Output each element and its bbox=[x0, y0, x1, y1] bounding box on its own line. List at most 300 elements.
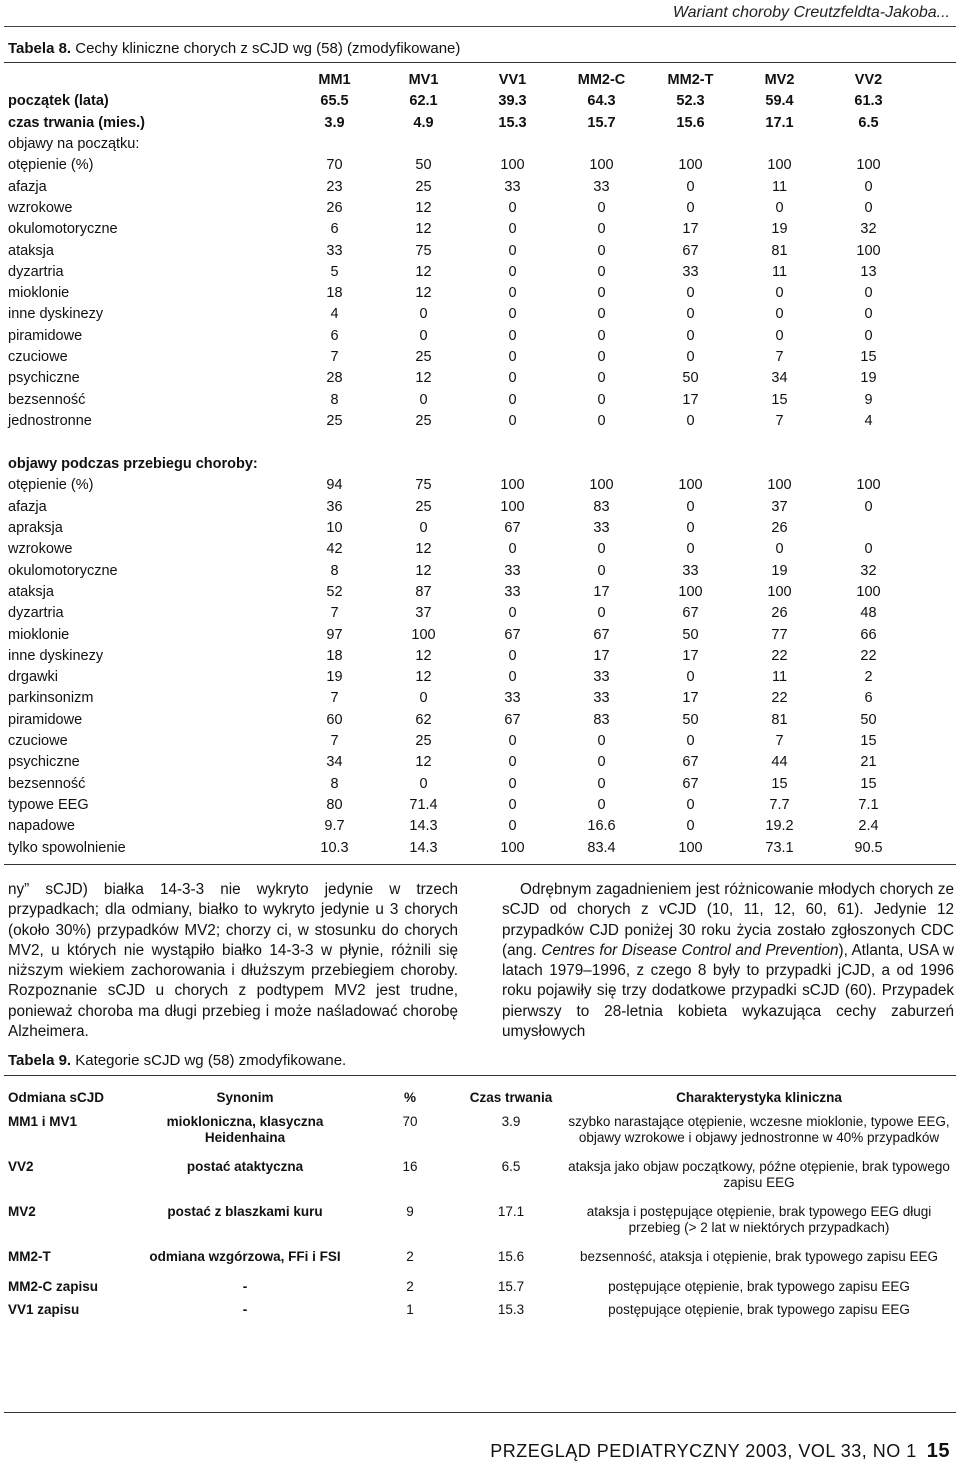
table9-cell-pct: 2 bbox=[406, 1278, 414, 1294]
cell-value: 83 bbox=[593, 498, 610, 515]
row-label: piramidowe bbox=[8, 327, 83, 344]
cell-value: 100 bbox=[856, 157, 881, 174]
section-gap-cell bbox=[8, 432, 913, 454]
section-gap bbox=[8, 432, 913, 454]
cell-value: 0 bbox=[686, 178, 695, 195]
cell-value: 100 bbox=[856, 583, 881, 600]
cell-value: 0 bbox=[597, 263, 606, 280]
cell-value: 0 bbox=[508, 221, 517, 238]
cell-value: 0 bbox=[864, 285, 873, 302]
footer-journal: PRZEGLĄD PEDIATRYCZNY 2003, VOL 33, NO 1 bbox=[490, 1441, 917, 1461]
cell-value: 0 bbox=[686, 327, 695, 344]
table8-col-header: VV1 bbox=[498, 72, 527, 89]
cell-value: 15 bbox=[771, 391, 788, 408]
cell-value: 67 bbox=[682, 605, 699, 622]
table8-row bbox=[8, 561, 913, 582]
cell-value: 15.6 bbox=[676, 114, 705, 131]
cell-value: 36 bbox=[326, 498, 343, 515]
cell-value: 7.1 bbox=[858, 796, 879, 813]
cell-value: 0 bbox=[597, 221, 606, 238]
cell-value: 11 bbox=[771, 178, 788, 195]
cell-value: 100 bbox=[856, 477, 881, 494]
cell-value: 0 bbox=[419, 775, 428, 792]
row-label: mioklonie bbox=[8, 285, 70, 302]
cell-value: 25 bbox=[415, 349, 432, 365]
table8-row bbox=[8, 603, 913, 624]
cell-value: 50 bbox=[415, 157, 432, 174]
table9-cell-synonim: miokloniczna, klasyczna Heidenhaina bbox=[166, 1114, 324, 1145]
cell-value: 0 bbox=[597, 412, 606, 429]
cell-value: 14.3 bbox=[409, 839, 438, 856]
table8-header-empty bbox=[8, 70, 290, 91]
row-label: afazja bbox=[8, 178, 47, 195]
table9-cell-synonim: postać z blaszkami kuru bbox=[167, 1204, 323, 1219]
cell-value: 42 bbox=[326, 541, 343, 558]
cell-value: 15 bbox=[860, 775, 877, 792]
cell-value: 0 bbox=[508, 285, 517, 302]
page-footer bbox=[490, 1440, 950, 1463]
cell-value: 13 bbox=[860, 263, 877, 280]
table9-col-header: Czas trwania bbox=[469, 1089, 553, 1105]
cell-value: 12 bbox=[415, 370, 432, 387]
cell-value: 67 bbox=[504, 626, 521, 643]
row-label: czuciowe bbox=[8, 733, 68, 750]
cell-value: 19 bbox=[326, 669, 343, 686]
cell-value: 0 bbox=[597, 775, 606, 792]
cell-value: 2.4 bbox=[858, 818, 879, 835]
table8-summary-row bbox=[8, 91, 913, 112]
table8-row bbox=[8, 219, 913, 240]
table8-row bbox=[8, 389, 913, 410]
row-label: dyzartria bbox=[8, 263, 64, 280]
top-rule bbox=[4, 26, 956, 27]
paragraph-right bbox=[502, 880, 954, 1042]
cell-value: 28 bbox=[326, 370, 343, 387]
cell-value: 0 bbox=[419, 306, 428, 323]
table8-row bbox=[8, 304, 913, 325]
table9-caption bbox=[8, 1052, 346, 1069]
cell-value: 0 bbox=[508, 647, 517, 664]
cell-value: 0 bbox=[508, 199, 517, 216]
row-label: wzrokowe bbox=[8, 541, 73, 558]
cell-value: 6.5 bbox=[858, 114, 879, 131]
cell-value: 70 bbox=[326, 157, 343, 174]
cell-value: 7 bbox=[330, 349, 339, 365]
cell-value: 100 bbox=[678, 477, 703, 494]
cell-value: 100 bbox=[678, 839, 703, 856]
table9-cell-czas: 15.6 bbox=[497, 1249, 525, 1264]
cell-value: 100 bbox=[856, 242, 881, 259]
cell-value: 6 bbox=[864, 690, 873, 707]
cell-value: 11 bbox=[771, 669, 788, 686]
row-label: bezsenność bbox=[8, 391, 86, 408]
cell-value: 7.7 bbox=[769, 796, 790, 813]
cell-value: 71.4 bbox=[409, 796, 438, 813]
table8-caption-text: Cechy kliniczne chorych z sCJD wg (58) (zmodyfikowane) bbox=[71, 40, 461, 57]
row-label: tylko spowolnienie bbox=[8, 839, 126, 856]
row-label: czuciowe bbox=[8, 349, 68, 365]
cell-value: 21 bbox=[860, 754, 877, 771]
cell-value: 16.6 bbox=[587, 818, 616, 835]
cell-value: 0 bbox=[508, 733, 517, 750]
cell-value: 80 bbox=[326, 796, 343, 813]
table8-col-header: MM2-C bbox=[577, 72, 626, 89]
cell-value: 0 bbox=[597, 562, 606, 579]
table9-col-header: Odmiana sCJD bbox=[8, 1089, 105, 1105]
section-title-course-text: objawy podczas przebiegu choroby: bbox=[8, 456, 258, 473]
cell-value: 0 bbox=[864, 498, 873, 515]
table8-row bbox=[8, 624, 913, 645]
cell-value: 67 bbox=[682, 242, 699, 259]
table8-body bbox=[8, 91, 913, 858]
table8-row bbox=[8, 347, 913, 368]
cell-value: 17 bbox=[593, 647, 610, 664]
cell-value: 10.3 bbox=[320, 839, 349, 856]
cell-value: 50 bbox=[682, 370, 699, 387]
table9-row bbox=[8, 1145, 952, 1190]
cell-value: 12 bbox=[415, 541, 432, 558]
cell-value: 61.3 bbox=[854, 93, 883, 110]
cell-value: 0 bbox=[686, 818, 695, 835]
cell-value: 44 bbox=[771, 754, 788, 771]
cell-value: 0 bbox=[686, 541, 695, 558]
cell-value: 62 bbox=[415, 711, 432, 728]
cell-value: 12 bbox=[415, 199, 432, 216]
table9-cell-charakt: bezsenność, ataksja i otępienie, brak typowego zapisu EEG bbox=[580, 1249, 938, 1264]
cell-value: 8 bbox=[330, 562, 339, 579]
cell-value: 100 bbox=[589, 477, 614, 494]
table8-row bbox=[8, 475, 913, 496]
row-label: apraksja bbox=[8, 520, 63, 537]
cell-value: 67 bbox=[504, 711, 521, 728]
cell-value: 90.5 bbox=[854, 839, 883, 856]
cell-value: 0 bbox=[686, 199, 695, 216]
table8 bbox=[8, 70, 913, 859]
row-label: parkinsonizm bbox=[8, 690, 94, 707]
cell-value: 4 bbox=[330, 306, 339, 323]
cell-value: 100 bbox=[767, 157, 792, 174]
table8-col-header: MV1 bbox=[408, 72, 439, 89]
cell-value: 100 bbox=[678, 157, 703, 174]
cell-value: 81 bbox=[771, 711, 788, 728]
table9-cell-odmiana: MM1 i MV1 bbox=[8, 1114, 78, 1129]
cell-value: 67 bbox=[504, 520, 521, 537]
cell-value: 0 bbox=[775, 199, 784, 216]
table9 bbox=[8, 1080, 952, 1318]
cell-value: 26 bbox=[771, 520, 788, 537]
table9-cell-pct: 9 bbox=[406, 1204, 414, 1219]
cell-value: 37 bbox=[415, 605, 432, 622]
table8-row bbox=[8, 582, 913, 603]
table9-cell-pct: 70 bbox=[402, 1114, 418, 1129]
table9-cell-czas: 17.1 bbox=[497, 1204, 525, 1219]
cell-value: 17 bbox=[682, 221, 699, 238]
table8-col-header: MM1 bbox=[318, 72, 351, 89]
cell-value: 23 bbox=[326, 178, 343, 195]
cell-value: 11 bbox=[771, 263, 788, 280]
table8-top-rule bbox=[4, 62, 956, 63]
table9-cell-charakt: ataksja i postępujące otępienie, brak typowego EEG długi przebieg (> 2 lat w niektórych przypadkach) bbox=[586, 1204, 932, 1235]
cell-value: 17 bbox=[682, 690, 699, 707]
cell-value: 32 bbox=[860, 562, 877, 579]
table8-row bbox=[8, 667, 913, 688]
cell-value: 100 bbox=[767, 583, 792, 600]
table9-cell-synonim: - bbox=[242, 1302, 248, 1317]
table8-col-header: MV2 bbox=[764, 72, 795, 89]
row-label: mioklonie bbox=[8, 626, 70, 643]
cell-value: 0 bbox=[597, 391, 606, 408]
table9-col-header: Synonim bbox=[216, 1089, 274, 1105]
table9-caption-text: Kategorie sCJD wg (58) zmodyfikowane. bbox=[71, 1052, 347, 1069]
table9-body bbox=[8, 1114, 952, 1318]
table9-cell-synonim: - bbox=[242, 1278, 248, 1294]
cell-value: 9.7 bbox=[324, 818, 345, 835]
cell-value: 32 bbox=[860, 221, 877, 238]
cell-value: 0 bbox=[597, 733, 606, 750]
cell-value: 33 bbox=[504, 178, 521, 195]
cell-value: 22 bbox=[771, 647, 788, 664]
cell-value: 25 bbox=[415, 412, 432, 429]
cell-value: 75 bbox=[415, 242, 432, 259]
cell-value: 25 bbox=[415, 178, 432, 195]
cell-value: 0 bbox=[686, 285, 695, 302]
table8-col-header: MM2-T bbox=[667, 72, 714, 89]
section-title-onset-text: objawy na początku: bbox=[8, 136, 140, 153]
cell-value: 100 bbox=[500, 477, 525, 494]
table9-cell-synonim: odmiana wzgórzowa, FFi i FSI bbox=[149, 1249, 341, 1264]
cell-value: 100 bbox=[767, 477, 792, 494]
table8-row bbox=[8, 283, 913, 304]
cell-value: 0 bbox=[508, 669, 517, 686]
cell-value: 50 bbox=[860, 711, 877, 728]
cell-value: 25 bbox=[415, 498, 432, 515]
cell-value: 87 bbox=[415, 583, 432, 600]
cell-value: 73.1 bbox=[765, 839, 794, 856]
cell-value: 33 bbox=[682, 263, 699, 280]
cell-value: 67 bbox=[593, 626, 610, 643]
table8-row bbox=[8, 710, 913, 731]
cell-value: 37 bbox=[771, 498, 788, 515]
cell-value: 100 bbox=[678, 583, 703, 600]
cell-value: 5 bbox=[330, 263, 339, 280]
cell-value: 17 bbox=[682, 391, 699, 408]
row-label: otępienie (%) bbox=[8, 157, 94, 174]
table8-row bbox=[8, 155, 913, 176]
cell-value: 0 bbox=[775, 306, 784, 323]
cell-value: 33 bbox=[326, 242, 343, 259]
table9-cell-czas: 3.9 bbox=[501, 1114, 521, 1129]
cell-value: 26 bbox=[771, 605, 788, 622]
table9-cell-charakt: postępujące otępienie, brak typowego zapisu EEG bbox=[608, 1278, 910, 1294]
cell-value: 12 bbox=[415, 562, 432, 579]
cell-value: 0 bbox=[686, 349, 695, 365]
table9-col-header: % bbox=[403, 1089, 416, 1105]
table8-row bbox=[8, 688, 913, 709]
cell-value: 0 bbox=[686, 306, 695, 323]
table9-cell-czas: 15.3 bbox=[497, 1302, 525, 1317]
cell-value: 100 bbox=[500, 839, 525, 856]
cell-value: 0 bbox=[508, 541, 517, 558]
table8-row bbox=[8, 646, 913, 667]
cell-value: 0 bbox=[597, 754, 606, 771]
row-label: czas trwania (mies.) bbox=[8, 114, 145, 131]
cell-value: 4.9 bbox=[413, 114, 434, 131]
row-label: otępienie (%) bbox=[8, 477, 94, 494]
cell-value: 12 bbox=[415, 221, 432, 238]
row-label: ataksja bbox=[8, 242, 54, 259]
cell-value: 15.3 bbox=[498, 114, 527, 131]
cell-value: 33 bbox=[504, 583, 521, 600]
cell-value: 19 bbox=[860, 370, 877, 387]
table8-row bbox=[8, 518, 913, 539]
paragraph-right-italic: Centres for Disease Control and Prevention bbox=[541, 941, 839, 959]
cell-value: 0 bbox=[508, 796, 517, 813]
table8-row bbox=[8, 752, 913, 773]
table9-cell-pct: 1 bbox=[406, 1302, 414, 1317]
cell-value: 0 bbox=[508, 263, 517, 280]
table9-cell-pct: 2 bbox=[406, 1249, 414, 1264]
cell-value: 0 bbox=[508, 242, 517, 259]
table8-row bbox=[8, 816, 913, 837]
cell-value: 12 bbox=[415, 285, 432, 302]
cell-value: 50 bbox=[682, 711, 699, 728]
paragraph-right-part-a: Odrębnym zagadnieniem jest różnicowanie młodych chorych ze sCJD od chorych z vCJD (10, 11, 12, 60, 61). Jedynie 12 przypadków CJD poniżej 30 roku życia zostało zgłoszonych CDC (ang. bbox=[502, 881, 954, 959]
cell-value: 33 bbox=[504, 690, 521, 707]
cell-value: 17 bbox=[682, 647, 699, 664]
cell-value: 62.1 bbox=[409, 93, 438, 110]
table9-cell-charakt: postępujące otępienie, brak typowego zapisu EEG bbox=[608, 1302, 910, 1317]
table8-row bbox=[8, 262, 913, 283]
table9-cell-czas: 15.7 bbox=[497, 1278, 525, 1294]
table9-cell-odmiana: VV1 zapisu bbox=[8, 1302, 80, 1317]
table8-row bbox=[8, 774, 913, 795]
cell-value: 83 bbox=[593, 711, 610, 728]
cell-value: 60 bbox=[326, 711, 343, 728]
cell-value: 0 bbox=[508, 412, 517, 429]
footer-page-number: 15 bbox=[926, 1440, 950, 1462]
cell-value: 22 bbox=[860, 647, 877, 664]
table9-cell-odmiana: MM2-T bbox=[8, 1249, 51, 1264]
cell-value: 22 bbox=[771, 690, 788, 707]
row-label: piramidowe bbox=[8, 711, 83, 728]
cell-value: 0 bbox=[419, 690, 428, 707]
row-label: psychiczne bbox=[8, 370, 80, 387]
cell-value: 100 bbox=[411, 626, 436, 643]
cell-value: 19 bbox=[771, 221, 788, 238]
table9-cell-charakt: ataksja jako objaw początkowy, późne otępienie, brak typowego zapisu EEG bbox=[568, 1159, 950, 1190]
cell-value: 100 bbox=[500, 157, 525, 174]
cell-value: 0 bbox=[508, 349, 517, 365]
cell-value: 66 bbox=[860, 626, 877, 643]
cell-value: 0 bbox=[508, 775, 517, 792]
table8-row bbox=[8, 368, 913, 389]
cell-value: 33 bbox=[593, 178, 610, 195]
cell-value: 0 bbox=[686, 733, 695, 750]
row-label: typowe EEG bbox=[8, 796, 89, 813]
row-label: afazja bbox=[8, 498, 47, 515]
cell-value: 9 bbox=[864, 391, 873, 408]
table9-cell-odmiana: MV2 bbox=[8, 1204, 36, 1219]
cell-value: 33 bbox=[593, 690, 610, 707]
row-label: bezsenność bbox=[8, 775, 86, 792]
cell-value: 34 bbox=[771, 370, 788, 387]
cell-value: 100 bbox=[589, 157, 614, 174]
cell-value: 0 bbox=[597, 605, 606, 622]
cell-value: 0 bbox=[686, 498, 695, 515]
table9-cell-czas: 6.5 bbox=[501, 1159, 521, 1174]
cell-value: 52.3 bbox=[676, 93, 705, 110]
cell-value: 0 bbox=[597, 327, 606, 344]
row-label: okulomotoryczne bbox=[8, 562, 118, 579]
cell-value: 17.1 bbox=[765, 114, 794, 131]
cell-value: 83.4 bbox=[587, 839, 616, 856]
row-label: dyzartria bbox=[8, 605, 64, 622]
running-head: Wariant choroby Creutzfeldta-Jakoba... bbox=[672, 4, 950, 21]
cell-value: 0 bbox=[419, 327, 428, 344]
cell-value: 14.3 bbox=[409, 818, 438, 835]
cell-value: 12 bbox=[415, 647, 432, 664]
table8-col-header: VV2 bbox=[854, 72, 883, 89]
cell-value: 0 bbox=[508, 306, 517, 323]
cell-value: 0 bbox=[597, 285, 606, 302]
cell-value: 6 bbox=[330, 221, 339, 238]
cell-value: 7 bbox=[330, 690, 339, 707]
cell-value: 2 bbox=[864, 669, 873, 686]
table9-cell-odmiana: VV2 bbox=[8, 1159, 34, 1174]
cell-value: 64.3 bbox=[587, 93, 616, 110]
row-label: ataksja bbox=[8, 583, 54, 600]
cell-value: 33 bbox=[593, 669, 610, 686]
row-label: psychiczne bbox=[8, 754, 80, 771]
cell-value: 0 bbox=[419, 391, 428, 408]
table8-summary-row bbox=[8, 113, 913, 134]
cell-value: 0 bbox=[864, 541, 873, 558]
cell-value: 67 bbox=[682, 754, 699, 771]
cell-value: 7 bbox=[330, 733, 339, 750]
cell-value: 8 bbox=[330, 391, 339, 408]
cell-value: 100 bbox=[500, 498, 525, 515]
cell-value: 75 bbox=[415, 477, 432, 494]
cell-value: 25 bbox=[415, 733, 432, 750]
cell-value: 12 bbox=[415, 263, 432, 280]
cell-value: 67 bbox=[682, 775, 699, 792]
cell-value: 0 bbox=[597, 370, 606, 387]
cell-value: 0 bbox=[864, 306, 873, 323]
section-title-course bbox=[8, 454, 913, 475]
table8-row bbox=[8, 176, 913, 197]
table8-row bbox=[8, 497, 913, 518]
table9-cell-synonim: postać ataktyczna bbox=[186, 1159, 304, 1174]
cell-value: 17 bbox=[593, 583, 610, 600]
cell-value: 0 bbox=[597, 242, 606, 259]
cell-value: 59.4 bbox=[765, 93, 794, 110]
row-label: drgawki bbox=[8, 669, 58, 686]
cell-value: 0 bbox=[686, 412, 695, 429]
table9-row bbox=[8, 1114, 952, 1145]
table9-cell-pct: 16 bbox=[402, 1159, 418, 1174]
cell-value: 39.3 bbox=[498, 93, 527, 110]
cell-value: 52 bbox=[326, 583, 343, 600]
cell-value: 0 bbox=[508, 327, 517, 344]
row-label: napadowe bbox=[8, 818, 75, 835]
cell-value: 0 bbox=[775, 285, 784, 302]
cell-value: 7 bbox=[775, 349, 784, 365]
cell-value: 0 bbox=[508, 754, 517, 771]
table8-bottom-rule bbox=[4, 864, 956, 865]
cell-value: 3.9 bbox=[324, 114, 345, 131]
table8-caption-label: Tabela 8. bbox=[8, 40, 72, 57]
table9-bottom-rule bbox=[4, 1412, 956, 1413]
